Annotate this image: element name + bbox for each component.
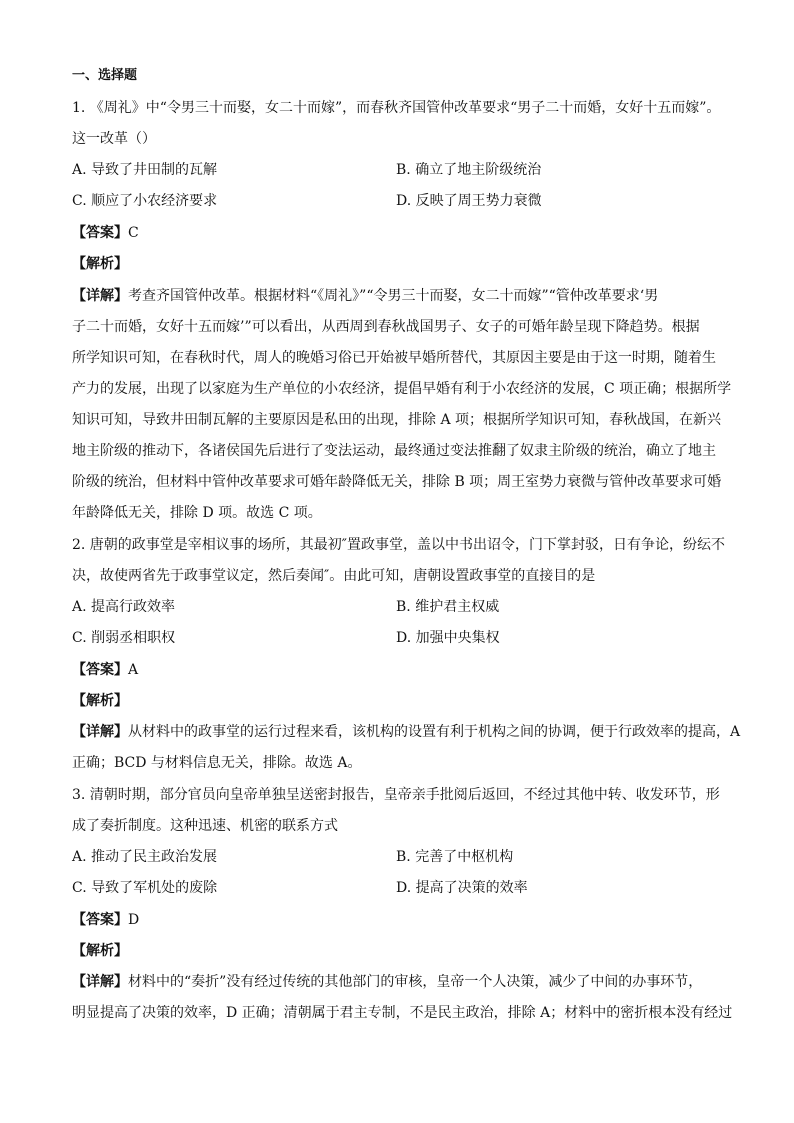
detail-text: 从材料中的政事堂的运行过程来看，该机构的设置有利于机构之间的协调，便于行政效率的提高，A: [128, 724, 741, 740]
q1-detail-line-6: 地主阶级的推动下，各诸侯国先后进行了变法运动，最终通过变法推翻了奴隶主阶级的统治，确立了地主: [72, 443, 716, 459]
q3-option-a: A. 推动了民主政治发展: [72, 849, 218, 865]
q2-option-b: B. 维护君主权威: [396, 599, 500, 615]
q1-detail-line-8: 年龄降低无关，排除 D 项。故选 C 项。: [72, 505, 322, 521]
q2-option-a: A. 提高行政效率: [72, 599, 176, 615]
answer-value: C: [128, 225, 139, 241]
section-title: 一、选择题: [72, 68, 138, 83]
q2-stem-line-2: 决，故使两省先于政事堂议定，然后奏闻″。由此可知，唐朝设置政事堂的直接目的是: [72, 568, 596, 584]
q2-detail-line-1: [72, 722, 740, 742]
detail-tag: 【详解】: [72, 724, 128, 740]
q1-detail-line-7: 阶级的统治，但材料中管仲改革要求可婚年龄降低无关，排除 B 项；周王室势力衰微与管仲改革要求可婚: [72, 474, 722, 490]
answer-tag: 【答案】: [72, 662, 128, 678]
q3-stem-line-1: 3. 清朝时期，部分官员向皇帝单独呈送密封报告，皇帝亲手批阅后返回，不经过其他中转、收发环节，形: [72, 787, 720, 803]
answer-tag: 【答案】: [72, 912, 128, 928]
q2-option-d: D. 加强中央集权: [396, 630, 500, 646]
q1-analysis-tag: 【解析】: [72, 256, 128, 272]
q3-detail-line-2: 明显提高了决策的效率，D 正确；清朝属于君主专制，不是民主政治，排除 A；材料中的密折根本没有经过: [72, 1005, 733, 1021]
q1-detail-line-4: 产力的发展，出现了以家庭为生产单位的小农经济，提倡早婚有利于小农经济的发展，C 项正确；根据所学: [72, 381, 732, 397]
detail-text: 材料中的“奏折”没有经过传统的其他部门的审核，皇帝一个人决策，减少了中间的办事环节，: [128, 974, 703, 990]
q1-option-c: C. 顺应了小农经济要求: [72, 193, 218, 209]
answer-value: D: [128, 912, 140, 928]
detail-tag: 【详解】: [72, 288, 128, 304]
q1-detail-line-2: 子二十而婚，女好十五而嫁’”可以看出，从西周到春秋战国男子、女子的可婚年龄呈现下降趋势。根据: [72, 319, 700, 335]
detail-text: 考查齐国管仲改革。根据材料“《周礼》”“令男三十而娶，女二十而嫁”“管仲改革要求‘男: [128, 288, 659, 304]
q2-option-c: C. 削弱丞相职权: [72, 630, 176, 646]
q3-option-d: D. 提高了决策的效率: [396, 880, 528, 896]
q3-analysis-tag: 【解析】: [72, 943, 128, 959]
q1-stem-line-2: 这一改革（）: [72, 131, 156, 147]
q3-option-b: B. 完善了中枢机构: [396, 849, 514, 865]
q1-stem-line-1: 1. 《周礼》中“令男三十而娶，女二十而嫁”，而春秋齐国管仲改革要求“男子二十而婚，女好十五而嫁”。: [72, 100, 721, 116]
q1-detail-line-1: [72, 286, 658, 306]
q1-option-d: D. 反映了周王势力衰微: [396, 193, 542, 209]
q1-option-a: A. 导致了井田制的瓦解: [72, 162, 218, 178]
q1-detail-line-3: 所学知识可知，在春秋时代，周人的晚婚习俗已开始被早婚所替代，其原因主要是由于这一时期，随着生: [72, 350, 716, 366]
q1-answer: [72, 223, 139, 243]
q3-stem-line-2: 成了奏折制度。这种迅速、机密的联系方式: [72, 818, 338, 834]
answer-value: A: [128, 662, 139, 678]
q2-detail-line-2: 正确；BCD 与材料信息无关，排除。故选 A。: [72, 755, 362, 771]
q1-option-b: B. 确立了地主阶级统治: [396, 162, 542, 178]
q2-answer: [72, 660, 138, 680]
q1-detail-line-5: 知识可知，导致井田制瓦解的主要原因是私田的出现，排除 A 项；根据所学知识可知，春秋战国，在新兴: [72, 412, 722, 428]
detail-tag: 【详解】: [72, 974, 128, 990]
q3-option-c: C. 导致了军机处的废除: [72, 880, 218, 896]
q2-analysis-tag: 【解析】: [72, 693, 128, 709]
answer-tag: 【答案】: [72, 225, 128, 241]
q3-answer: [72, 910, 139, 930]
q3-detail-line-1: [72, 972, 702, 992]
q2-stem-line-1: 2. 唐朝的政事堂是宰相议事的场所，其最初″置政事堂，盖以中书出诏令，门下掌封驳，日有争论，纷纭不: [72, 537, 726, 553]
